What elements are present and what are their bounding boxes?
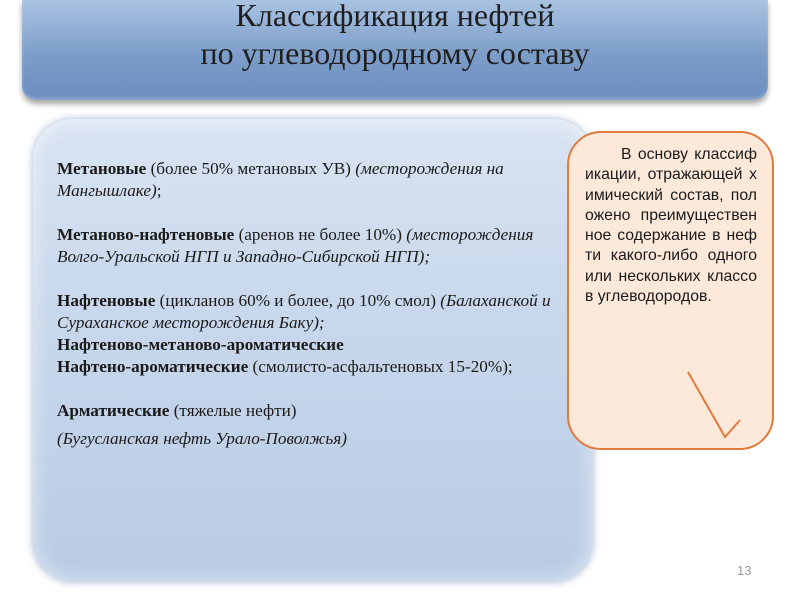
class-fields: (Бугусланская нефть Урало-Поволжья) bbox=[57, 429, 347, 448]
classification-list bbox=[57, 158, 562, 450]
class-description: (более 50% метановых УВ) bbox=[146, 159, 356, 178]
class-description: (цикланов 60% и более, до 10% смол) bbox=[155, 291, 441, 310]
page-number: 13 bbox=[737, 563, 752, 578]
class-description: (аренов не более 10%) bbox=[234, 225, 407, 244]
class-item-naphthene-aromatic bbox=[57, 356, 562, 378]
class-item-aromatic-fields bbox=[57, 428, 562, 450]
class-name: Нафтеновые bbox=[57, 291, 156, 310]
class-name: Метановые bbox=[57, 159, 147, 178]
class-fields: (Балаханской и Сураханское месторождения Баку); bbox=[57, 291, 551, 332]
slide-title bbox=[22, 0, 768, 72]
class-fields: (месторождения Волго-Уральской НГП и Западно-Сибирской НГП); bbox=[57, 225, 534, 266]
class-tail: ; bbox=[156, 181, 162, 200]
slide-title-line-1: Классификация нефтей bbox=[235, 0, 555, 33]
class-description: (смолисто-асфальтеновых 15-20%); bbox=[248, 357, 513, 376]
class-description: (тяжелые нефти) bbox=[169, 401, 297, 420]
class-name: Арматические bbox=[57, 401, 170, 420]
class-item-aromatic bbox=[57, 400, 562, 422]
class-item-naphthene-methane-aromatic bbox=[57, 334, 562, 356]
callout-text: В основу классификации, отражающей химический состав, положено преимущественное содержание в нефти какого-либо одного или нескольких классов углеводородов. bbox=[585, 146, 757, 306]
title-banner bbox=[22, 0, 768, 100]
class-item-methane-naphthene bbox=[57, 224, 562, 268]
class-name: Нафтеново-метаново-ароматические bbox=[57, 335, 344, 354]
class-item-methane bbox=[57, 158, 562, 202]
class-name: Нафтено-ароматические bbox=[57, 357, 249, 376]
class-fields: (месторождения на Мангышлаке) bbox=[57, 159, 504, 200]
class-item-naphthene bbox=[57, 290, 562, 334]
class-name: Метаново-нафтеновые bbox=[57, 225, 235, 244]
slide-title-line-2: по углеводородному составу bbox=[200, 35, 590, 71]
